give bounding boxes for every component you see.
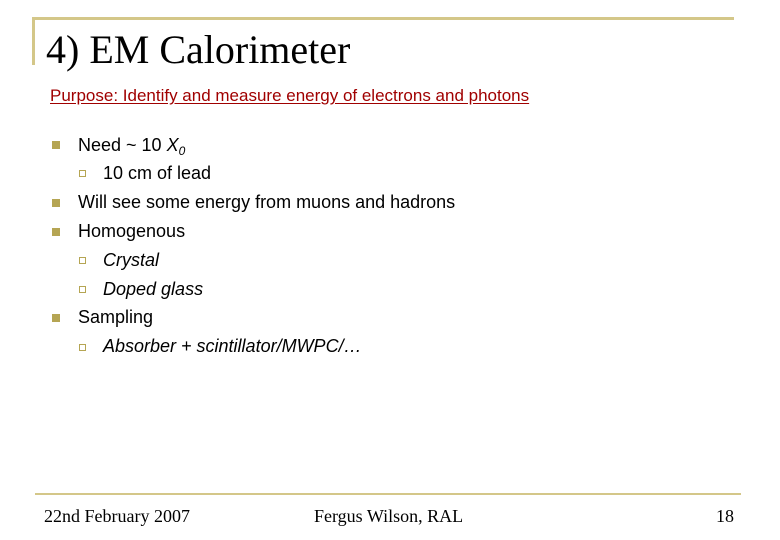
sub-bullet-item bbox=[103, 335, 362, 357]
bullet-item bbox=[78, 134, 185, 162]
sub-bullet-square-icon bbox=[79, 286, 86, 293]
sub-bullet-text: Absorber + scintillator/MWPC/… bbox=[103, 336, 362, 356]
footer-divider bbox=[35, 493, 741, 495]
sub-bullet-square-icon bbox=[79, 344, 86, 351]
sub-bullet-square-icon bbox=[79, 170, 86, 177]
radiation-length-subscript: 0 bbox=[178, 144, 186, 158]
bullet-square-icon bbox=[52, 141, 60, 149]
page-number: 18 bbox=[716, 506, 734, 526]
sub-bullet-square-icon bbox=[79, 257, 86, 264]
bullet-text: Homogenous bbox=[78, 221, 186, 241]
footer-date: 22nd February 2007 bbox=[44, 506, 190, 526]
bullet-text: Will see some energy from muons and hadrons bbox=[78, 192, 456, 212]
sub-bullet-text: Crystal bbox=[103, 250, 160, 270]
sub-bullet-text: 10 cm of lead bbox=[103, 163, 212, 183]
bullet-square-icon bbox=[52, 228, 60, 236]
title-frame-left bbox=[32, 17, 35, 65]
bullet-item bbox=[78, 306, 153, 328]
bullet-text: Sampling bbox=[78, 307, 154, 327]
title-frame-top bbox=[32, 17, 734, 20]
sub-bullet-text: Doped glass bbox=[103, 279, 204, 299]
bullet-square-icon bbox=[52, 314, 60, 322]
purpose-statement: Purpose: Identify and measure energy of electrons and photons bbox=[50, 86, 530, 105]
bullet-item bbox=[78, 191, 455, 213]
bullet-item bbox=[78, 220, 185, 242]
slide-title: 4) EM Calorimeter bbox=[46, 27, 351, 72]
bullet-square-icon bbox=[52, 199, 60, 207]
bullet-text: Need ~ 10 bbox=[78, 135, 167, 155]
footer-author: Fergus Wilson, RAL bbox=[314, 506, 464, 526]
sub-bullet-item bbox=[103, 278, 203, 300]
sub-bullet-item bbox=[103, 162, 211, 184]
sub-bullet-item bbox=[103, 249, 159, 271]
radiation-length-symbol: X bbox=[166, 135, 179, 155]
